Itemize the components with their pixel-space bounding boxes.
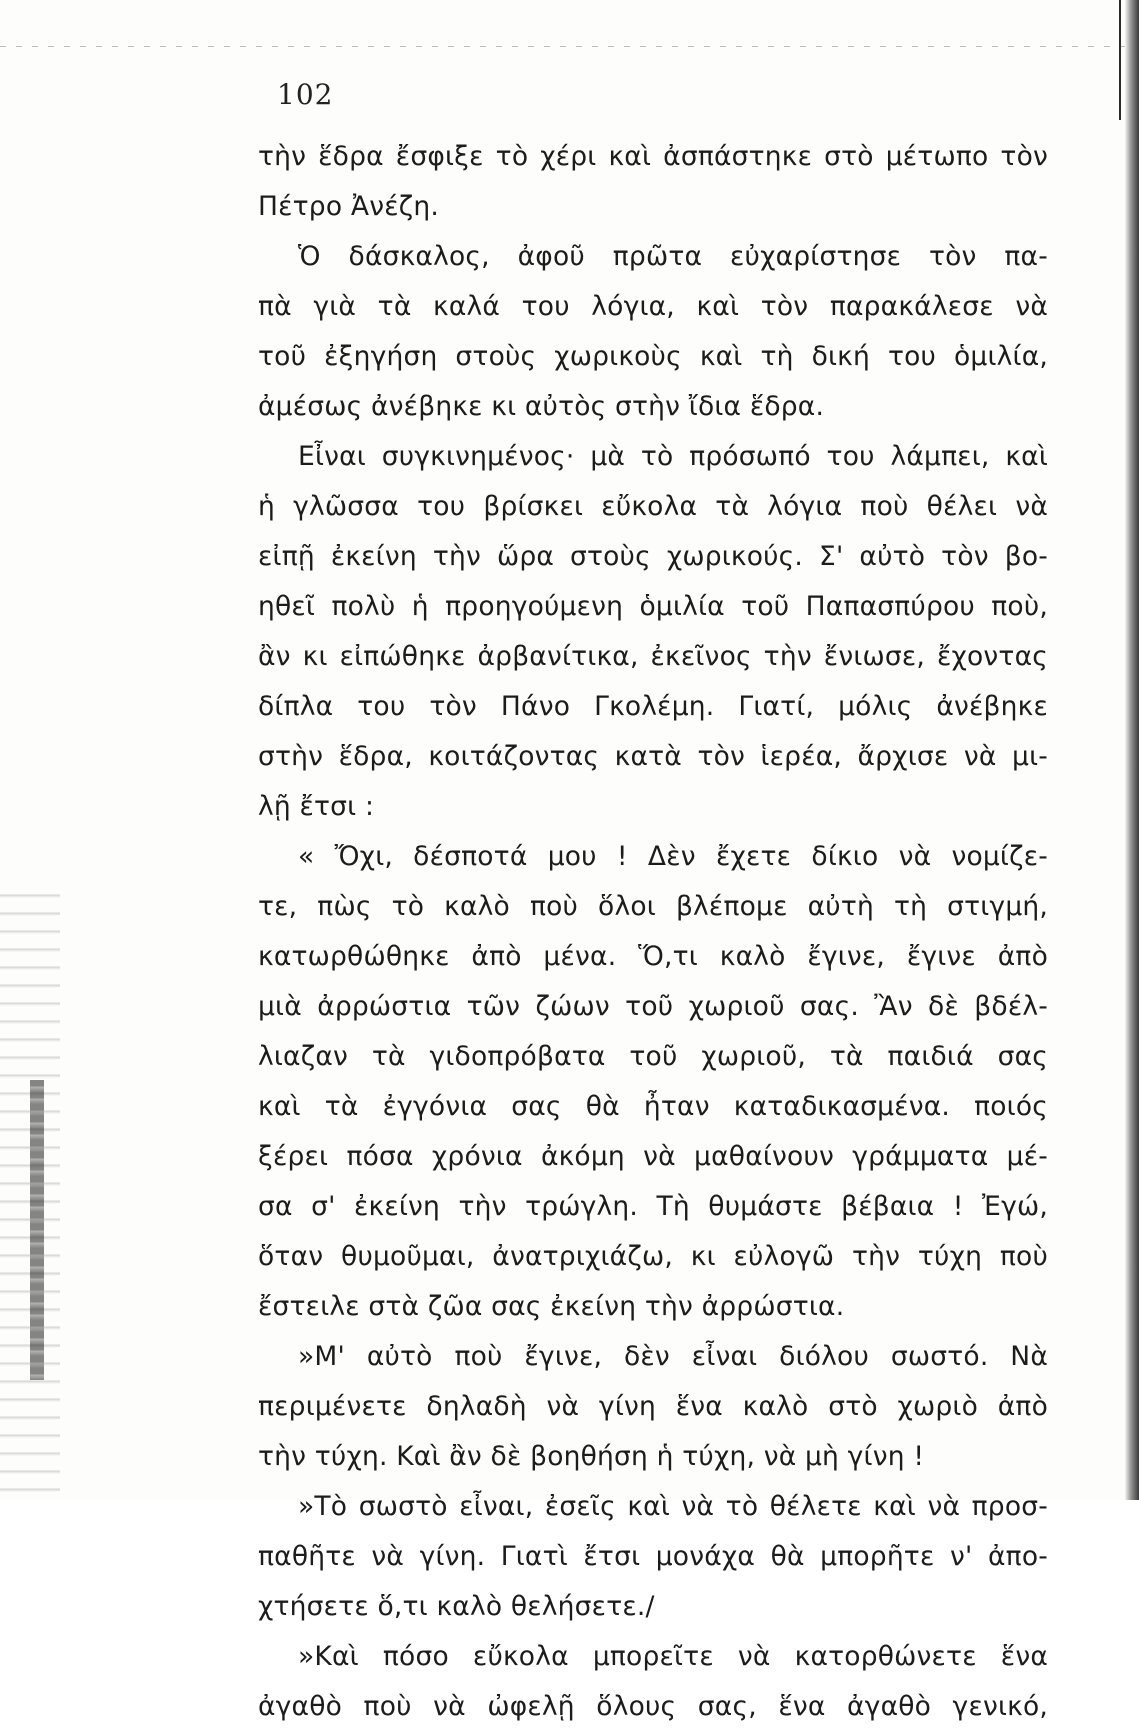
scan-left-edge-bar (30, 1080, 44, 1380)
text-line: »Τὸ σωστὸ εἶναι, ἐσεῖς καὶ νὰ τὸ θέλετε καὶ νὰ προσ- (298, 1491, 1048, 1522)
text-line: κατωρθώθηκε ἀπὸ μένα. Ὅ,τι καλὸ ἔγινε, ἔγινε ἀπὸ (258, 941, 1048, 972)
text-line: εἰπῇ ἐκείνη τὴν ὥρα στοὺς χωρικούς. Σ' αὐτὸ τὸν βο- (258, 541, 1048, 572)
text-line: σα σ' ἐκείνη τὴν τρώγλη. Τὴ θυμάστε βέβαια ! Ἐγώ, (258, 1191, 1048, 1222)
text-line: λιαζαν τὰ γιδοπρόβατα τοῦ χωριοῦ, τὰ παιδιά σας (258, 1041, 1048, 1072)
text-line: τὴν τύχη. Καὶ ἂν δὲ βοηθήση ἡ τύχη, νὰ μὴ γίνη ! (258, 1441, 925, 1472)
text-line: παθῆτε νὰ γίνη. Γιατὶ ἔτσι μονάχα θὰ μπορῆτε ν' ἀπο- (258, 1541, 1048, 1572)
body-text (258, 132, 1048, 1732)
text-line: ἔστειλε στὰ ζῶα σας ἐκείνη τὴν ἀρρώστια. (258, 1291, 845, 1322)
text-line: »Μ' αὐτὸ ποὺ ἔγινε, δὲν εἶναι διόλου σωστό. Νὰ (298, 1341, 1048, 1372)
text-line: τοῦ ἐξηγήση στοὺς χωρικοὺς καὶ τὴ δική του ὁμιλία, (258, 341, 1048, 372)
text-line: ἡ γλῶσσα του βρίσκει εὔκολα τὰ λόγια ποὺ θέλει νὰ (258, 491, 1048, 522)
scan-top-rule (0, 46, 1139, 47)
text-line: περιμένετε δηλαδὴ νὰ γίνη ἕνα καλὸ στὸ χωριὸ ἀπὸ (258, 1391, 1048, 1422)
text-line: Ὁ δάσκαλος, ἀφοῦ πρῶτα εὐχαρίστησε τὸν πα- (298, 241, 1048, 272)
text-line: μιὰ ἀρρώστια τῶν ζώων τοῦ χωριοῦ σας. Ἂν δὲ βδέλ- (258, 991, 1048, 1022)
text-line: δίπλα του τὸν Πάνο Γκολέμη. Γιατί, μόλις ἀνέβηκε (258, 691, 1048, 722)
text-line: πὰ γιὰ τὰ καλά του λόγια, καὶ τὸν παρακάλεσε νὰ (258, 291, 1048, 322)
text-line: ἂν κι εἰπώθηκε ἀρβανίτικα, ἐκεῖνος τὴν ἔνιωσε, ἔχοντας (258, 641, 1048, 672)
text-line: χτήσετε ὅ,τι καλὸ θελήσετε./ (258, 1591, 655, 1622)
text-line: καὶ τὰ ἐγγόνια σας θὰ ἦταν καταδικασμένα. ποιός (258, 1091, 1048, 1122)
text-line: στὴν ἕδρα, κοιτάζοντας κατὰ τὸν ἱερέα, ἄρχισε νὰ μι- (258, 741, 1048, 772)
text-line: ὅταν θυμοῦμαι, ἀνατριχιάζω, κι εὐλογῶ τὴν τύχη ποὺ (258, 1241, 1048, 1272)
text-line: ξέρει πόσα χρόνια ἀκόμη νὰ μαθαίνουν γράμματα μέ- (258, 1141, 1048, 1172)
scan-right-edge-line (1119, 0, 1121, 120)
text-line: λῇ ἔτσι : (258, 791, 375, 822)
text-line: « Ὄχι, δέσποτά μου ! Δὲν ἔχετε δίκιο νὰ νομίζε- (298, 841, 1048, 872)
page-number: 102 (277, 78, 334, 111)
text-line: τὴν ἕδρα ἔσφιξε τὸ χέρι καὶ ἀσπάστηκε στὸ μέτωπο τὸν (258, 141, 1048, 172)
text-line: Πέτρο Ἀνέζη. (258, 191, 439, 222)
text-line: ἀμέσως ἀνέβηκε κι αὐτὸς στὴν ἴδια ἕδρα. (258, 391, 825, 422)
text-line: Εἶναι συγκινημένος· μὰ τὸ πρόσωπό του λάμπει, καὶ (298, 441, 1048, 472)
text-line: ἀγαθὸ ποὺ νὰ ὠφελῇ ὅλους σας, ἕνα ἀγαθὸ γενικό, (258, 1691, 1048, 1722)
text-line: ηθεῖ πολὺ ἡ προηγούμενη ὁμιλία τοῦ Παπασπύρου ποὺ, (258, 591, 1048, 622)
text-line: τε, πὼς τὸ καλὸ ποὺ ὅλοι βλέπομε αὐτὴ τὴ στιγμή, (258, 891, 1048, 922)
scan-right-edge-shadow (1125, 0, 1139, 1500)
text-line: »Καὶ πόσο εὔκολα μπορεῖτε νὰ κατορθώνετε ἕνα (298, 1641, 1048, 1672)
